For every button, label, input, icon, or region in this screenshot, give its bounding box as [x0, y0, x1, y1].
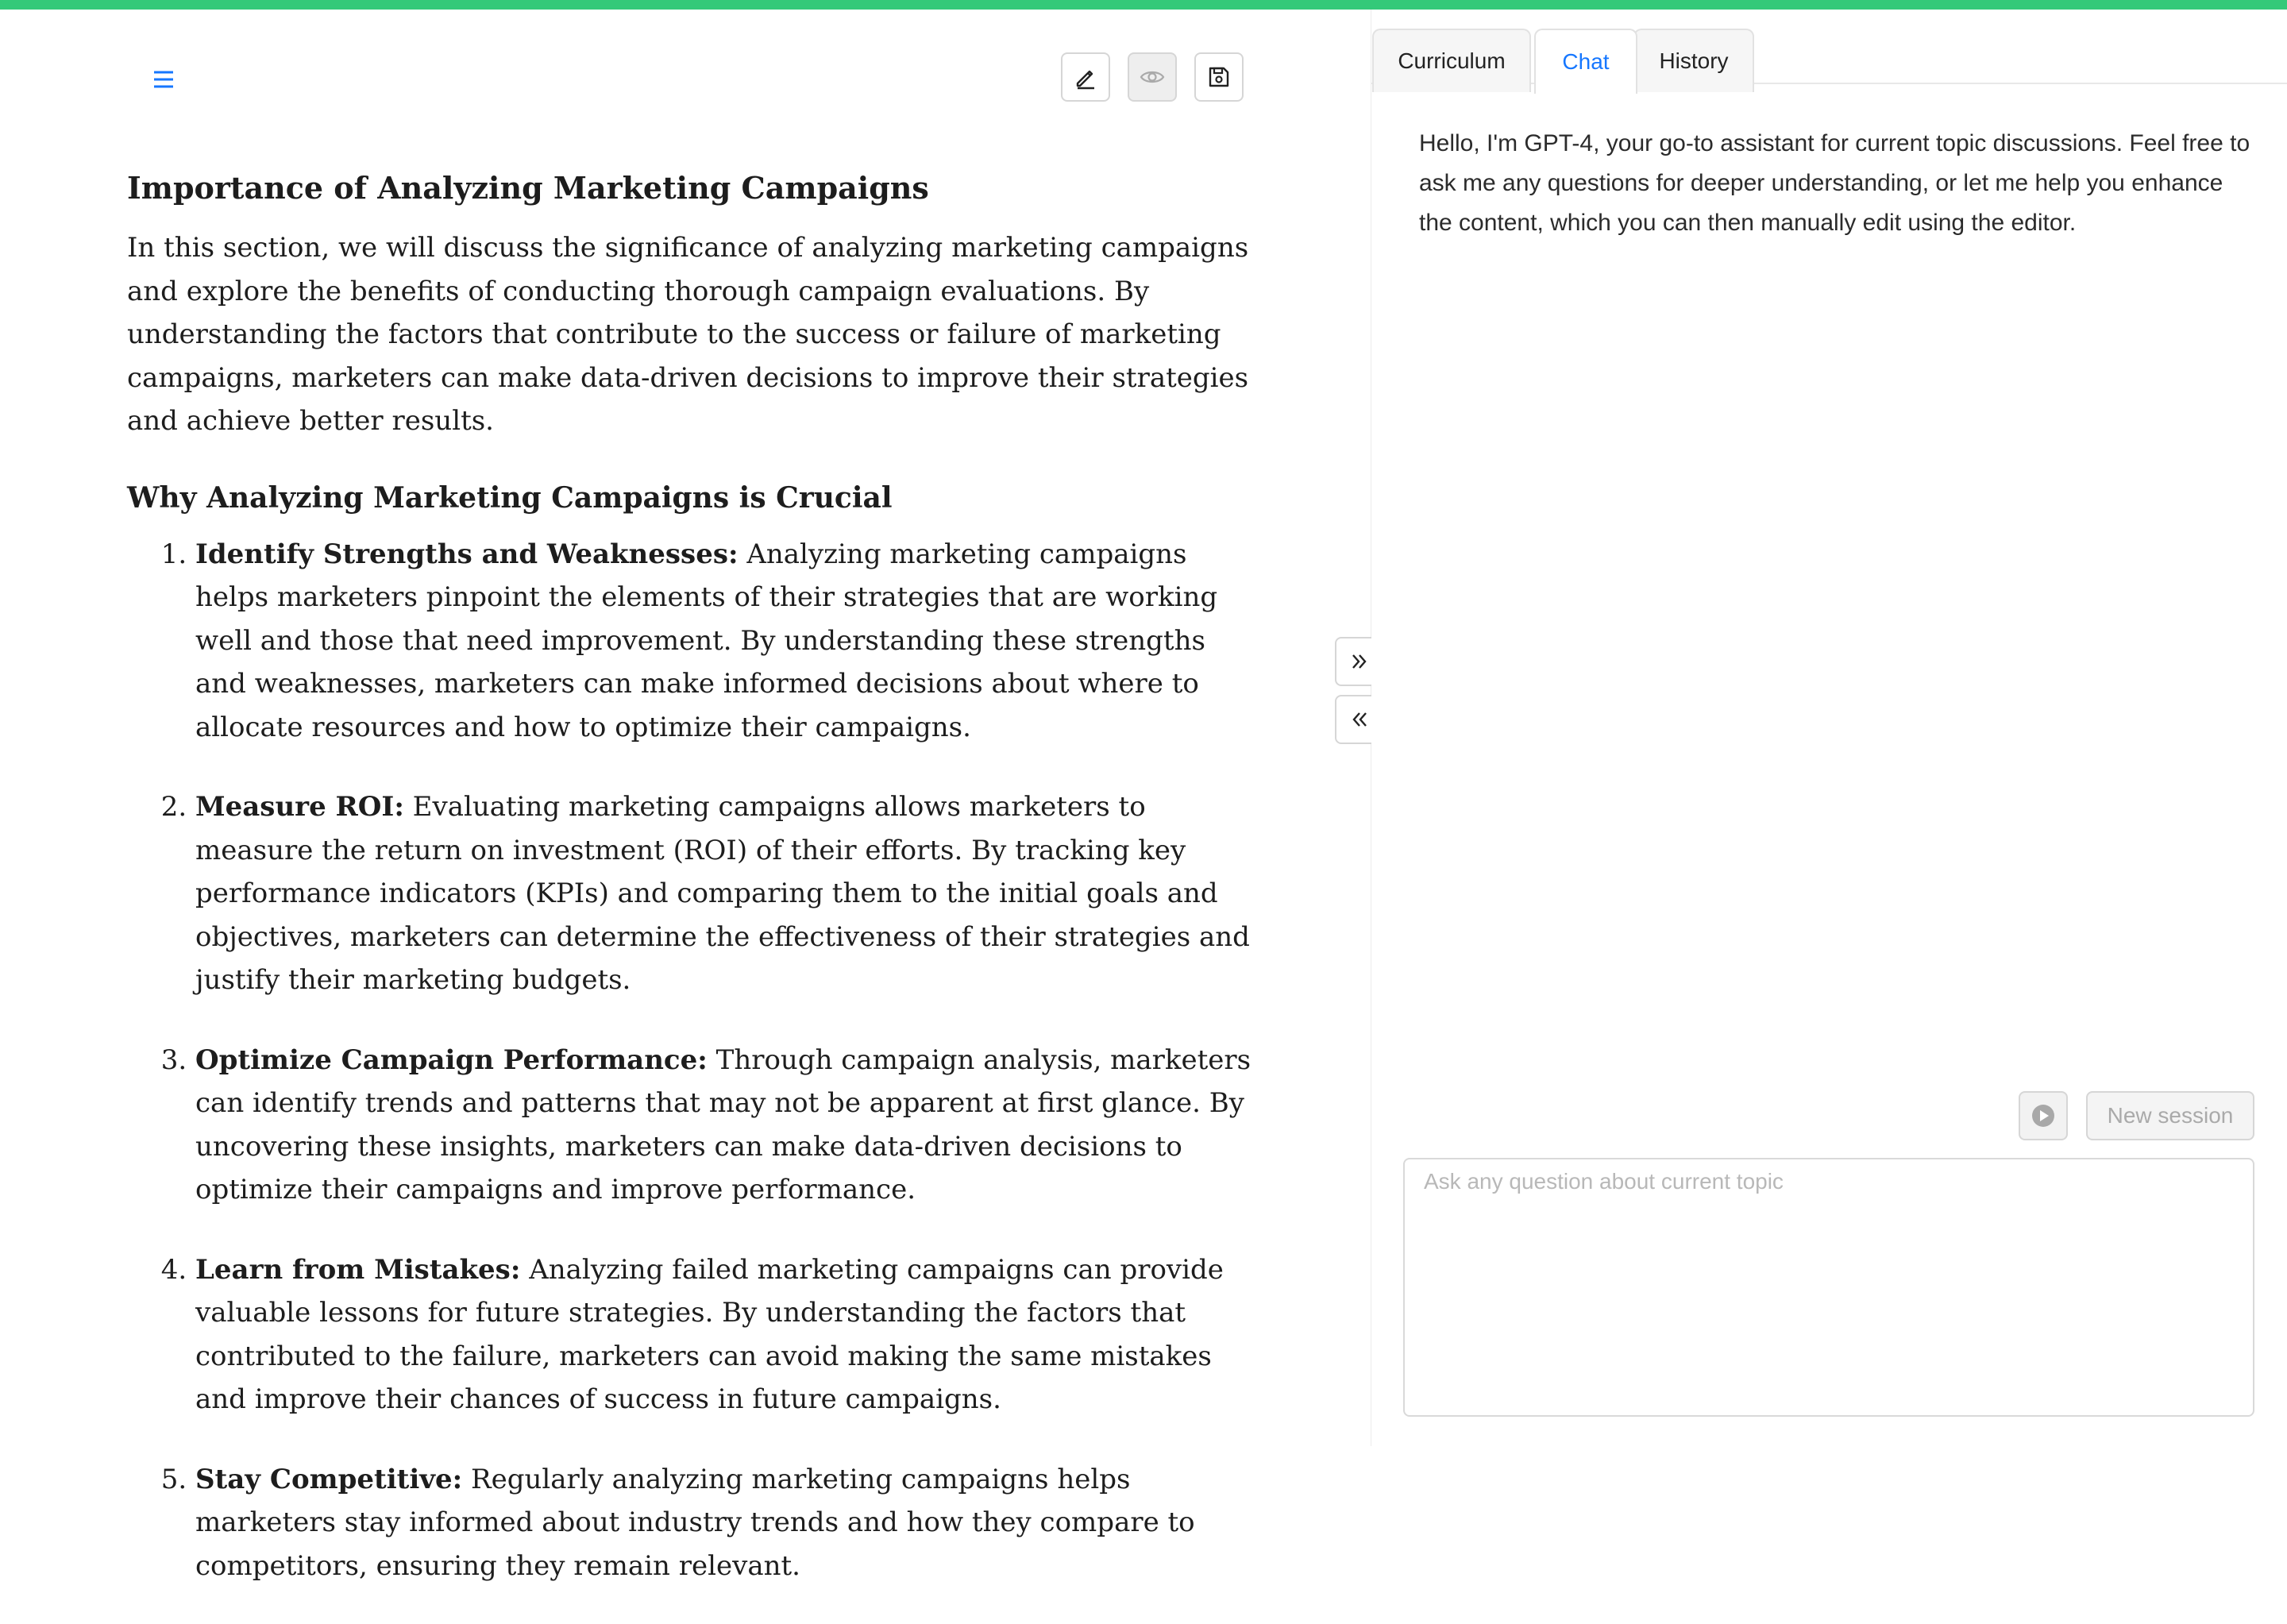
list-item-title: Stay Competitive: [195, 1463, 463, 1495]
double-chevron-right-icon [1348, 650, 1371, 673]
list-item-title: Measure ROI: [195, 791, 404, 824]
double-chevron-left-icon [1348, 708, 1371, 731]
tab-history[interactable]: History [1633, 29, 1754, 92]
top-accent-bar [0, 0, 2287, 10]
list-item-text: Through campaign analysis, marketers can identify trends and patterns that may not be apparent at first glance. By uncovering these insights, marketers can make data-driven decisions to optimize their campaigns and improve performance. [195, 1043, 1251, 1206]
editor-pane [0, 10, 1371, 1582]
eye-icon [1139, 64, 1166, 91]
list-item-title: Optimize Campaign Performance: [195, 1043, 708, 1076]
menu-icon[interactable] [148, 64, 179, 95]
assistant-message: Hello, I'm GPT-4, your go-to assistant for current topic discussions. Feel free to ask me any questions for deeper understanding, or let me help you enhance the content, which you can then manually edit using the editor. [1419, 130, 2250, 236]
intro-paragraph: In this section, we will discuss the significance of analyzing marketing campaigns and explore the benefits of conducting thorough campaign evaluations. By understanding the factors that contribute to the success or failure of marketing campaigns, marketers can make data-driven decisions to improve their strategies and achieve better results. [127, 232, 1249, 438]
list-item-text: Regularly analyzing marketing campaigns helps marketers stay informed about industry trends and how they compare to competitors, ensuring they remain relevant. [195, 1463, 1195, 1582]
list-item [195, 533, 1255, 750]
chat-panel [1371, 10, 2287, 1446]
save-button[interactable] [1194, 52, 1244, 102]
play-circle-icon [2030, 1102, 2057, 1129]
list-item-title: Learn from Mistakes: [195, 1253, 521, 1286]
list-item-title: Identify Strengths and Weaknesses: [195, 538, 739, 570]
list-item-text: Evaluating marketing campaigns allows marketers to measure the return on investment (ROI) of their efforts. By tracking key performance indicators (KPIs) and comparing them to the initial goals and objectives, marketers can determine the effectiveness of their strategies and justify their marketing budgets. [195, 791, 1250, 997]
benefits-list [127, 533, 1255, 1588]
list-item [195, 1039, 1255, 1212]
send-button[interactable] [2019, 1091, 2068, 1140]
list-item [195, 1248, 1255, 1421]
list-item-text: Analyzing failed marketing campaigns can provide valuable lessons for future strategies. By understanding the factors that contributed to the failure, marketers can avoid making the same mistakes and improve their chances of success in future campaigns. [195, 1253, 1224, 1416]
preview-button[interactable] [1128, 52, 1177, 102]
new-session-button[interactable]: New session [2086, 1091, 2254, 1140]
section-subheading: Why Analyzing Marketing Campaigns is Crucial [127, 480, 893, 515]
panel-tabs [1371, 19, 2287, 84]
list-item-text: Analyzing marketing campaigns helps marketers pinpoint the elements of their strategies that are working well and those that need improvement. By understanding these strengths and weaknesses, marketers can make informed decisions about where to allocate resources and how to optimize their campaigns. [195, 538, 1218, 743]
list-item [195, 785, 1255, 1002]
pencil-icon [1073, 64, 1098, 90]
tab-chat[interactable]: Chat [1534, 29, 1637, 94]
tab-curriculum[interactable]: Curriculum [1372, 29, 1531, 92]
section-heading: Importance of Analyzing Marketing Campaigns [127, 170, 929, 206]
edit-button[interactable] [1061, 52, 1110, 102]
list-item [195, 1458, 1255, 1588]
chat-input[interactable] [1403, 1158, 2254, 1417]
save-icon [1206, 64, 1232, 90]
document-content [127, 168, 1255, 1624]
